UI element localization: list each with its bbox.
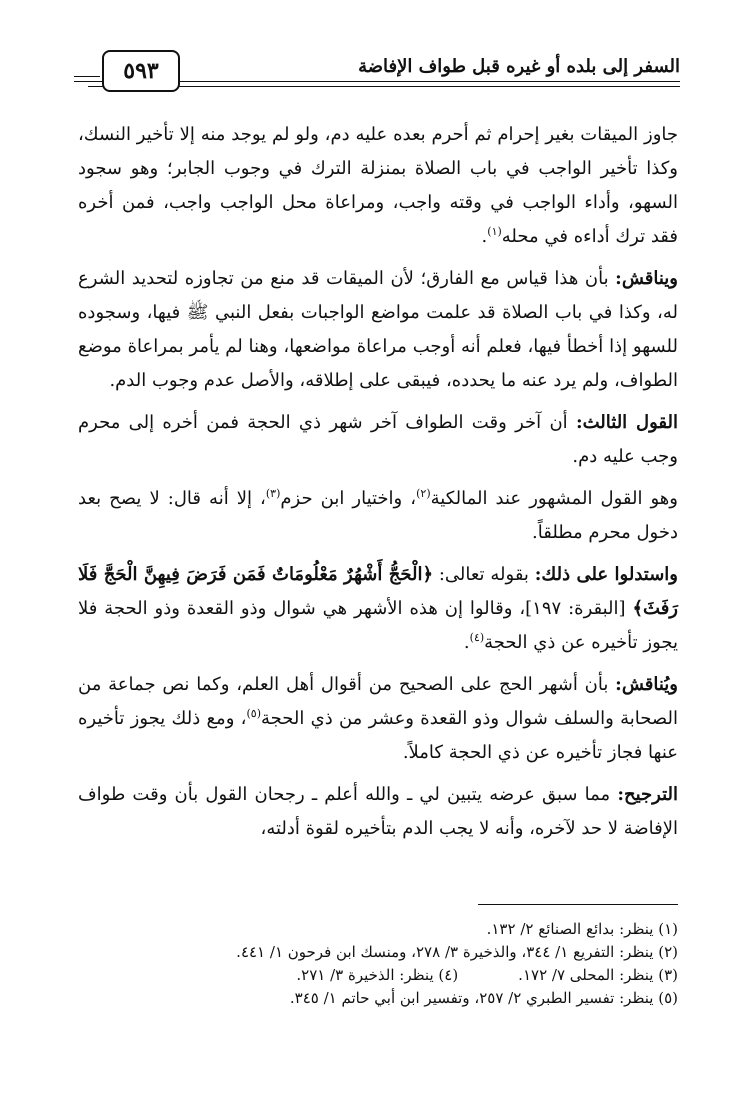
paragraph-7-lead: الترجيح: <box>617 784 678 805</box>
paragraph-5 <box>78 558 678 660</box>
chapter-title: السفر إلى بلده أو غيره قبل طواف الإفاضة <box>358 56 680 77</box>
paragraph-6 <box>78 668 678 770</box>
footnote-ref-4: (٤) <box>469 631 485 644</box>
paragraph-2 <box>78 262 678 398</box>
paragraph-1 <box>78 118 678 254</box>
paragraph-4-text-a: وهو القول المشهور عند المالكية <box>430 488 678 509</box>
paragraph-6-lead: ويُناقش: <box>615 674 678 695</box>
paragraph-7 <box>78 778 678 846</box>
quran-verse: ﴿الْحَجُّ أَشْهُرٌ مَعْلُومَاتٌ فَمَن فَرَضَ فِيهِنَّ الْحَجَّ فَلَا رَفَثَ﴾ <box>78 564 678 619</box>
footnote-4: (٤) ينظر: الذخيرة ٣/ ٢٧١. <box>296 966 459 984</box>
footnote-separator <box>478 904 678 905</box>
paragraph-5-text-a: بقوله تعالى: <box>433 564 535 585</box>
paragraph-5-lead: واستدلوا على ذلك: <box>534 564 678 585</box>
footnote-1: (١) ينظر: بدائع الصنائع ٢/ ١٣٢. <box>486 920 678 938</box>
footnote-2: (٢) ينظر: التفريع ١/ ٣٤٤، والذخيرة ٣/ ٢٧٨، ومنسك ابن فرحون ١/ ٤٤١. <box>236 943 678 961</box>
paragraph-3-text: أن آخر وقت الطواف آخر شهر ذي الحجة فمن أخره إلى محرم وجب عليه دم. <box>78 412 678 467</box>
paragraph-4-text-b: ، واختيار ابن حزم <box>280 488 417 509</box>
paragraph-1-end: . <box>481 226 488 247</box>
header-rule-left <box>74 76 100 82</box>
footnote-3: (٣) ينظر: المحلى ٧/ ١٧٢. <box>518 966 678 984</box>
footnotes <box>78 918 678 1010</box>
paragraph-2-text: بأن هذا قياس مع الفارق؛ لأن الميقات قد منع من تجاوزه لتحديد الشرع له، وكذا في باب الصلاة قد علمت مواضع الواجبات بفعل النبي ﷺ فيها، وسجوده للسهو إذا أخطأ فيها، فعلم أنه أوجب مراعاة مواضعها، وهنا لم يأمر بمراعاة موضع الطواف، ولم يرد عنه ما يحدده، فيبقى على إطلاقه، والأصل عدم وجوب الدم. <box>78 268 678 391</box>
footnote-5: (٥) ينظر: تفسير الطبري ٢/ ٢٥٧، وتفسير ابن أبي حاتم ١/ ٣٤٥. <box>289 989 678 1007</box>
paragraph-5-text-b: [البقرة: ١٩٧]، وقالوا إن هذه الأشهر هي شوال وذو القعدة وذو الحجة فلا يجوز تأخيره عن ذي الحجة <box>78 598 678 653</box>
paragraph-7-text: مما سبق عرضه يتبين لي ـ والله أعلم ـ رجحان القول بأن وقت طواف الإفاضة لا حد لآخره، وأنه لا يجب الدم بتأخيره لقوة أدلته، <box>78 784 678 839</box>
paragraph-6-text-b: ، ومع ذلك يجوز تأخيره عنها فجاز تأخيره عن ذي الحجة كاملاً. <box>78 708 678 763</box>
paragraph-1-text: جاوز الميقات بغير إحرام ثم أحرم بعده عليه دم، ولو لم يوجد منه إلا تأخير النسك، وكذا تأخير الواجب في باب الصلاة بمنزلة الترك في وجوب الجابر؛ وهو سجود السهو، وأداء الواجب في وقته واجب، ومراعاة محل الواجب واجب، فمن أخره فقد ترك أداءه في محله <box>78 124 678 247</box>
paragraph-2-lead: ويناقش: <box>615 268 678 289</box>
paragraph-4 <box>78 482 678 550</box>
footnote-ref-2: (٢) <box>416 487 431 500</box>
paragraph-3 <box>78 406 678 474</box>
footnote-row-3-4 <box>78 964 678 987</box>
footnote-ref-3: (٣) <box>265 487 281 500</box>
page-number <box>102 50 180 92</box>
paragraph-5-end: . <box>463 632 470 653</box>
footnote-ref-1: (١) <box>487 225 502 238</box>
paragraph-3-lead: القول الثالث: <box>575 412 678 433</box>
main-text <box>78 118 678 854</box>
footnote-ref-5: (٥) <box>246 707 261 720</box>
paragraph-6-text-a: بأن أشهر الحج على الصحيح من أقوال أهل العلم، وكما نص جماعة من الصحابة والسلف شوال وذو القعدة وعشر من ذي الحجة <box>78 674 678 729</box>
page-number-text: ٥٩٣ <box>123 58 159 84</box>
paragraph-4-text-c: ، إلا أنه قال: لا يصح بعد دخول محرم مطلقاً. <box>78 488 678 543</box>
